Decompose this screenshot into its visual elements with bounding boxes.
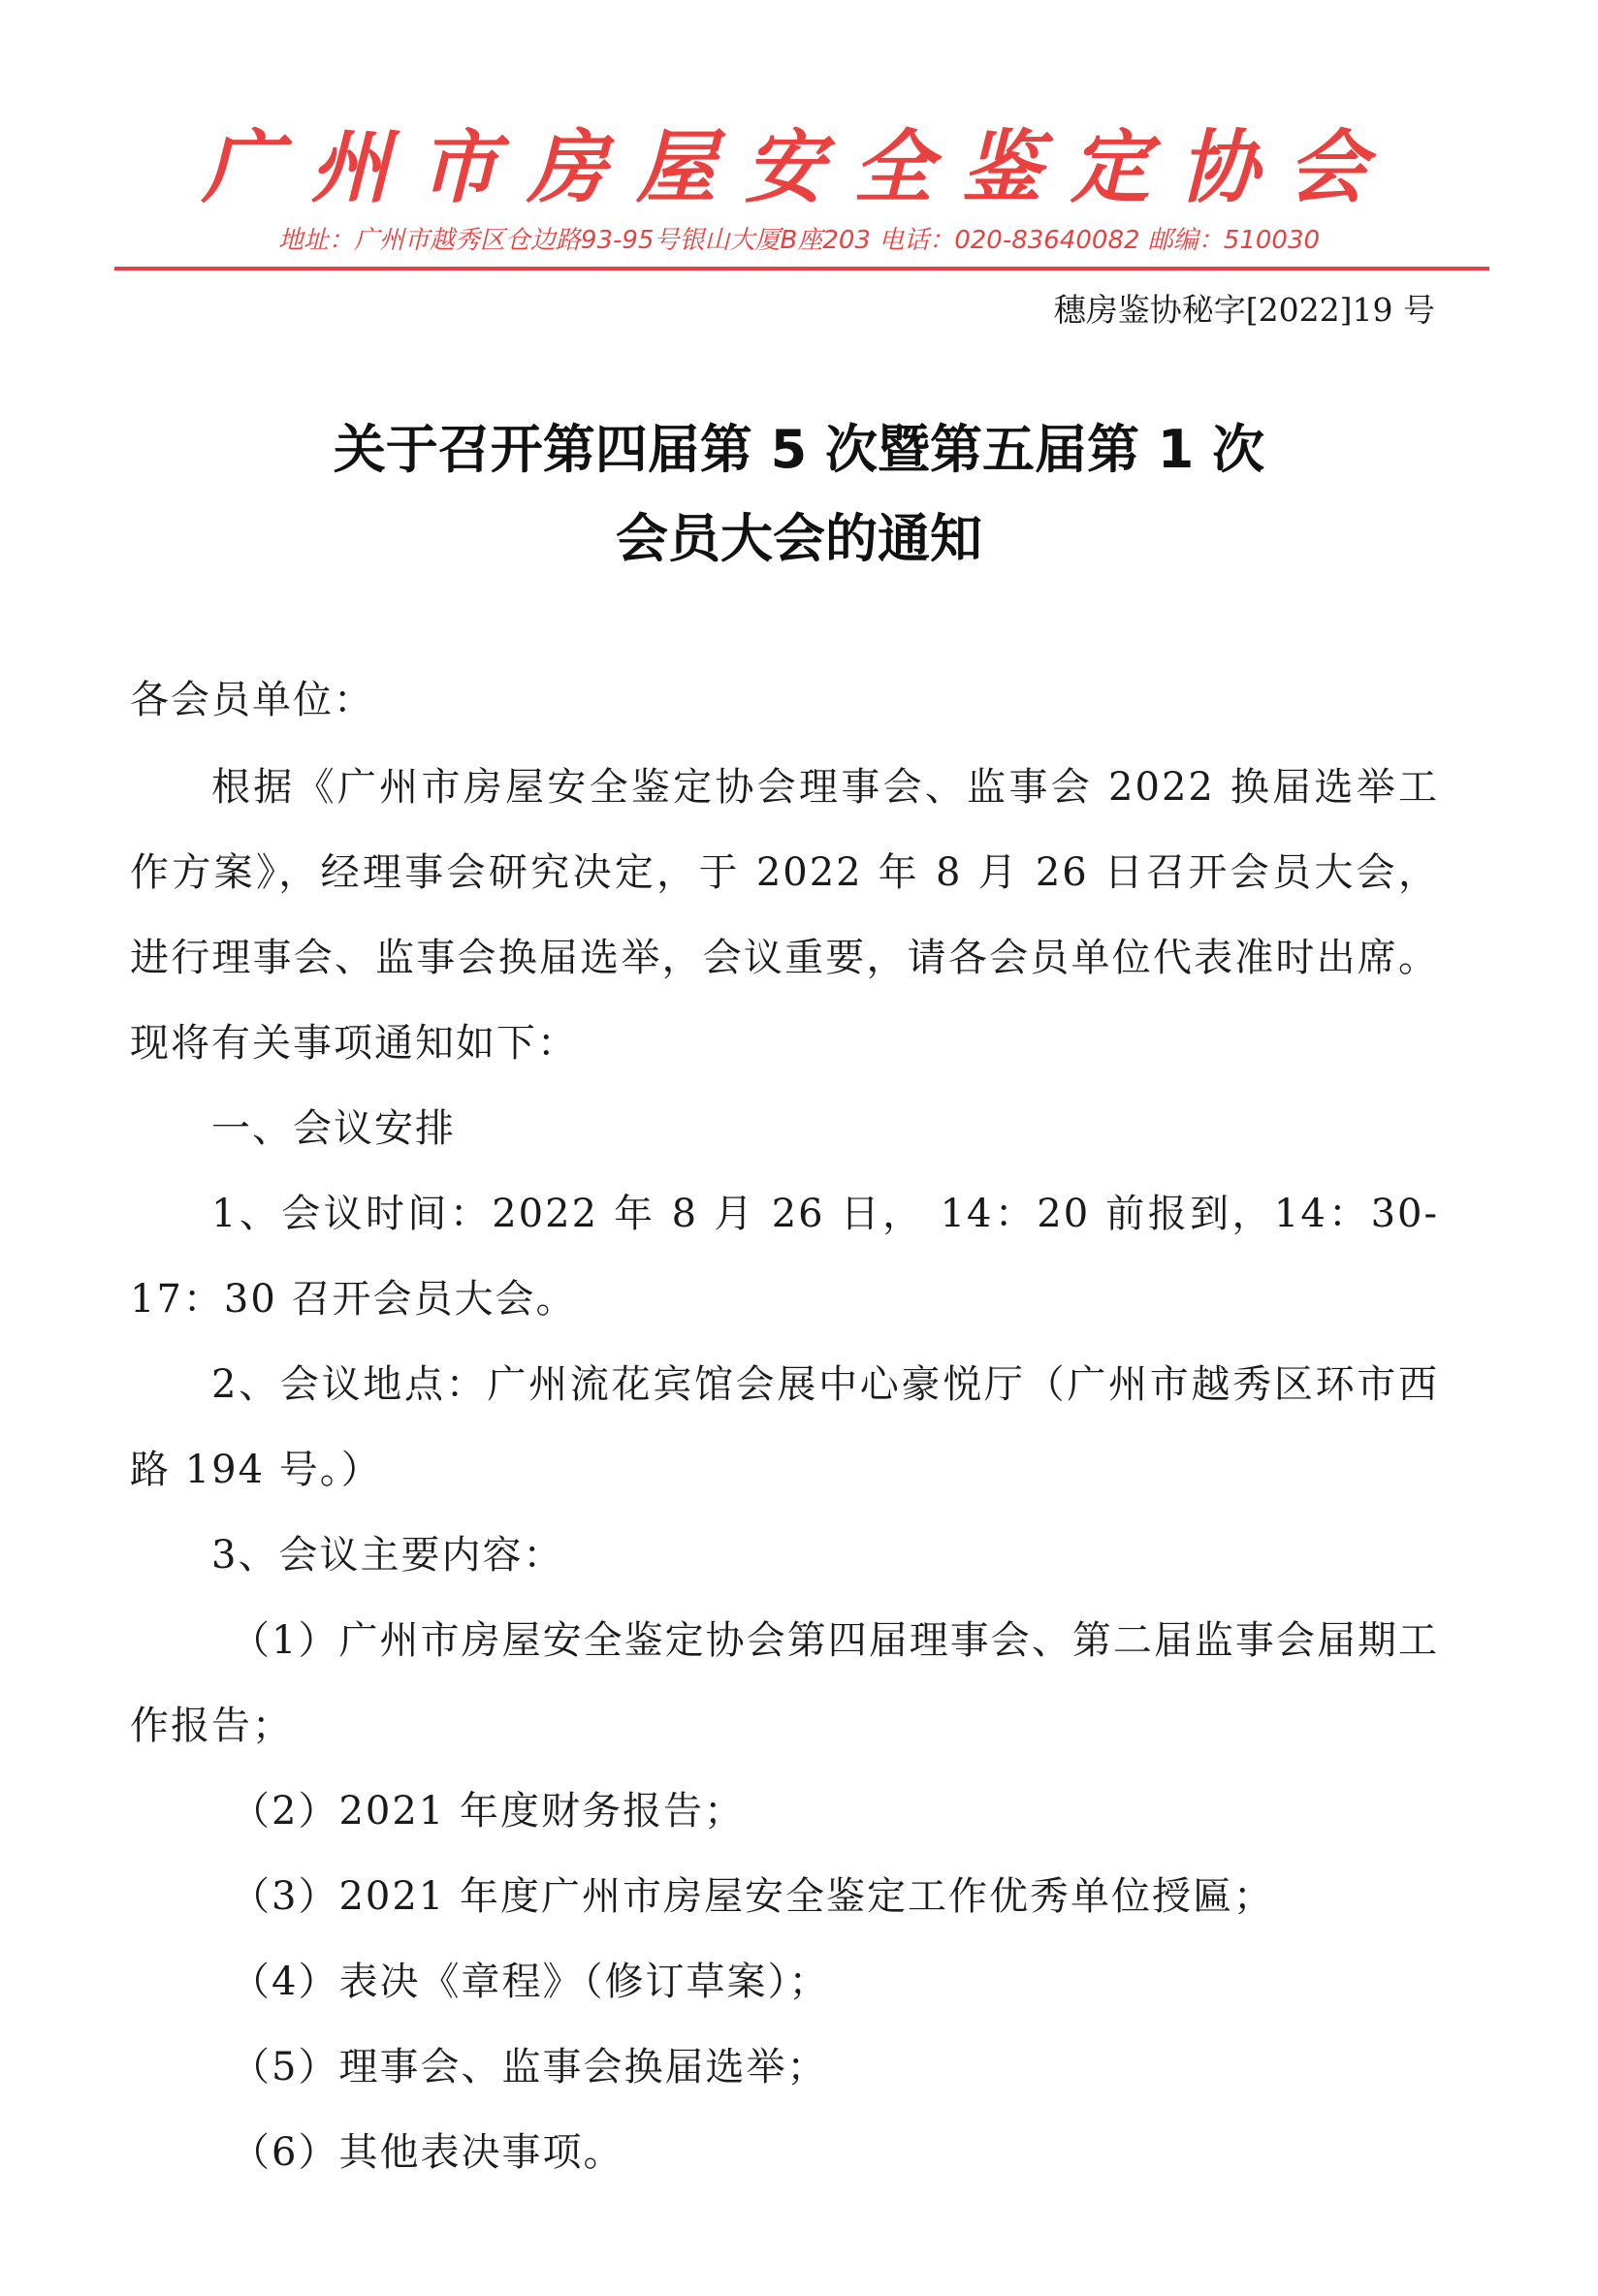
title-line-2: 会员大会的通知 <box>616 508 982 569</box>
subitem-financial-report: （2）2021 年度财务报告； <box>231 1789 745 1834</box>
subitem-charter-vote: （4）表决《章程》（修订草案）； <box>231 1960 830 2004</box>
item-meeting-time: 1、会议时间：2022 年 8 月 26 日， 14：20 前报到，14：30-17：30 召开会员大会。 <box>130 1192 1439 1322</box>
section-heading-arrangement: 一、会议安排 <box>211 1106 456 1151</box>
subitem-election: （5）理事会、监事会换届选举； <box>231 2045 828 2089</box>
letterhead-red-rule <box>114 267 1489 271</box>
subitem-other-matters: （6）其他表决事项。 <box>231 2130 624 2175</box>
item-meeting-location: 2、会议地点：广州流花宾馆会展中心豪悦厅（广州市越秀区环市西路 194 号。） <box>130 1362 1439 1492</box>
document-number: 穗房鉴协秘字[2022]19 号 <box>1053 291 1435 329</box>
subitem-award: （3）2021 年度广州市房屋安全鉴定工作优秀单位授匾； <box>231 1874 1274 1919</box>
title-line-1: 关于召开第四届第 5 次暨第五届第 1 次 <box>333 419 1265 480</box>
subitem-work-report: （1）广州市房屋安全鉴定协会第四届理事会、第二届监事会届期工作报告； <box>130 1618 1439 1748</box>
letterhead-address: 地址：广州市越秀区仓边路93-95号银山大厦B座203 电话：020-83640082 邮编：510030 <box>277 226 1321 255</box>
salutation: 各会员单位： <box>130 678 374 722</box>
document-title <box>0 405 1598 584</box>
paragraph-intro: 根据《广州市房屋安全鉴定协会理事会、监事会 2022 换届选举工作方案》，经理事会研究决定，于 2022 年 8 月 26 日召开会员大会，进行理事会、监事会换届选举，会议重要，请各会员单位代表准时出席。现将有关事项通知如下： <box>130 765 1439 1066</box>
item-meeting-content: 3、会议主要内容： <box>211 1533 564 1578</box>
letterhead-org-name: 广州市房屋安全鉴定协会 <box>202 121 1396 214</box>
